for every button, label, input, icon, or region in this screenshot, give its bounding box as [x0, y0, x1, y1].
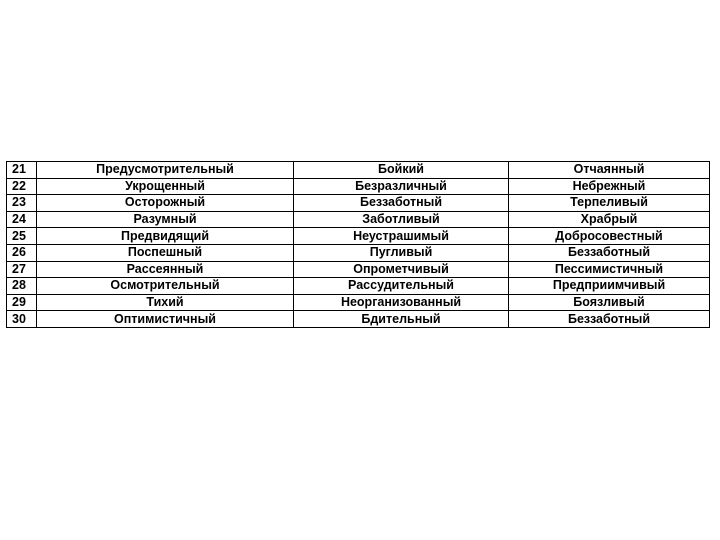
table-row [7, 261, 710, 278]
table-row [7, 311, 710, 328]
word-column-1: Разумный [37, 211, 294, 228]
word-column-3: Беззаботный [509, 311, 710, 328]
row-number: 25 [7, 228, 37, 245]
word-column-2: Неорганизованный [294, 294, 509, 311]
word-column-1: Рассеянный [37, 261, 294, 278]
word-column-2: Бойкий [294, 162, 509, 179]
row-number: 23 [7, 195, 37, 212]
table-row [7, 244, 710, 261]
table-row [7, 228, 710, 245]
row-number: 27 [7, 261, 37, 278]
row-number: 24 [7, 211, 37, 228]
word-column-1: Оптимистичный [37, 311, 294, 328]
word-column-1: Предусмотрительный [37, 162, 294, 179]
word-column-3: Терпеливый [509, 195, 710, 212]
row-number: 29 [7, 294, 37, 311]
word-column-2: Опрометчивый [294, 261, 509, 278]
word-column-2: Беззаботный [294, 195, 509, 212]
word-column-3: Храбрый [509, 211, 710, 228]
word-column-2: Безразличный [294, 178, 509, 195]
word-column-2: Рассудительный [294, 278, 509, 295]
word-table [6, 161, 710, 328]
row-number: 26 [7, 244, 37, 261]
row-number: 22 [7, 178, 37, 195]
word-column-1: Укрощенный [37, 178, 294, 195]
word-column-3: Беззаботный [509, 244, 710, 261]
word-column-2: Бдительный [294, 311, 509, 328]
word-column-2: Неустрашимый [294, 228, 509, 245]
word-column-1: Осторожный [37, 195, 294, 212]
word-column-3: Боязливый [509, 294, 710, 311]
word-column-3: Небрежный [509, 178, 710, 195]
word-column-1: Осмотрительный [37, 278, 294, 295]
table-row [7, 211, 710, 228]
word-column-1: Тихий [37, 294, 294, 311]
word-column-2: Заботливый [294, 211, 509, 228]
table-row [7, 278, 710, 295]
word-column-3: Предприимчивый [509, 278, 710, 295]
table-row [7, 178, 710, 195]
word-column-1: Поспешный [37, 244, 294, 261]
table-row [7, 195, 710, 212]
word-column-3: Добросовестный [509, 228, 710, 245]
word-column-3: Отчаянный [509, 162, 710, 179]
word-column-2: Пугливый [294, 244, 509, 261]
row-number: 28 [7, 278, 37, 295]
row-number: 30 [7, 311, 37, 328]
word-column-3: Пессимистичный [509, 261, 710, 278]
table-row [7, 162, 710, 179]
row-number: 21 [7, 162, 37, 179]
table-row [7, 294, 710, 311]
word-table-body [7, 162, 710, 328]
word-column-1: Предвидящий [37, 228, 294, 245]
